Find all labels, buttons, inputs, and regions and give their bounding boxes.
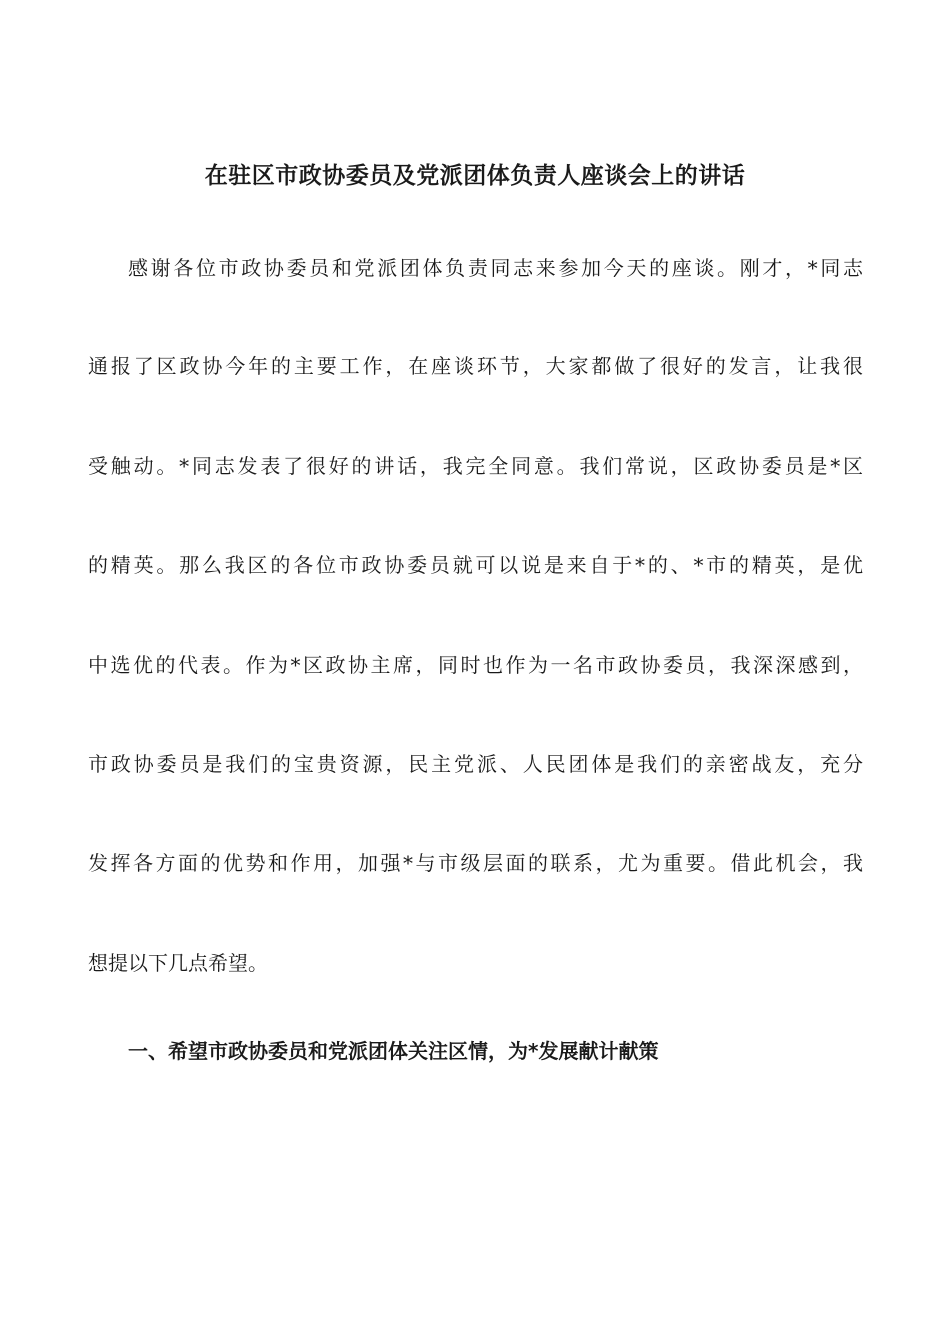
paragraph-line: 的精英。那么我区的各位市政协委员就可以说是来自于*的、*市的精英，是优 (88, 553, 863, 577)
section-heading: 一、希望市政协委员和党派团体关注区情，为*发展献计献策 (128, 1039, 659, 1063)
paragraph-line: 通报了区政协今年的主要工作，在座谈环节，大家都做了很好的发言，让我很 (88, 354, 863, 378)
paragraph-line: 受触动。*同志发表了很好的讲话，我完全同意。我们常说，区政协委员是*区 (88, 454, 863, 478)
document-title: 在驻区市政协委员及党派团体负责人座谈会上的讲话 (204, 163, 746, 189)
paragraph-line: 中选优的代表。作为*区政协主席，同时也作为一名市政协委员，我深深感到， (88, 653, 863, 677)
paragraph-line: 市政协委员是我们的宝贵资源，民主党派、人民团体是我们的亲密战友，充分 (88, 752, 863, 776)
paragraph-line: 发挥各方面的优势和作用，加强*与市级层面的联系，尤为重要。借此机会，我 (88, 851, 863, 875)
paragraph-line: 感谢各位市政协委员和党派团体负责同志来参加今天的座谈。刚才，*同志 (128, 256, 863, 280)
paragraph-line: 想提以下几点希望。 (88, 951, 268, 975)
